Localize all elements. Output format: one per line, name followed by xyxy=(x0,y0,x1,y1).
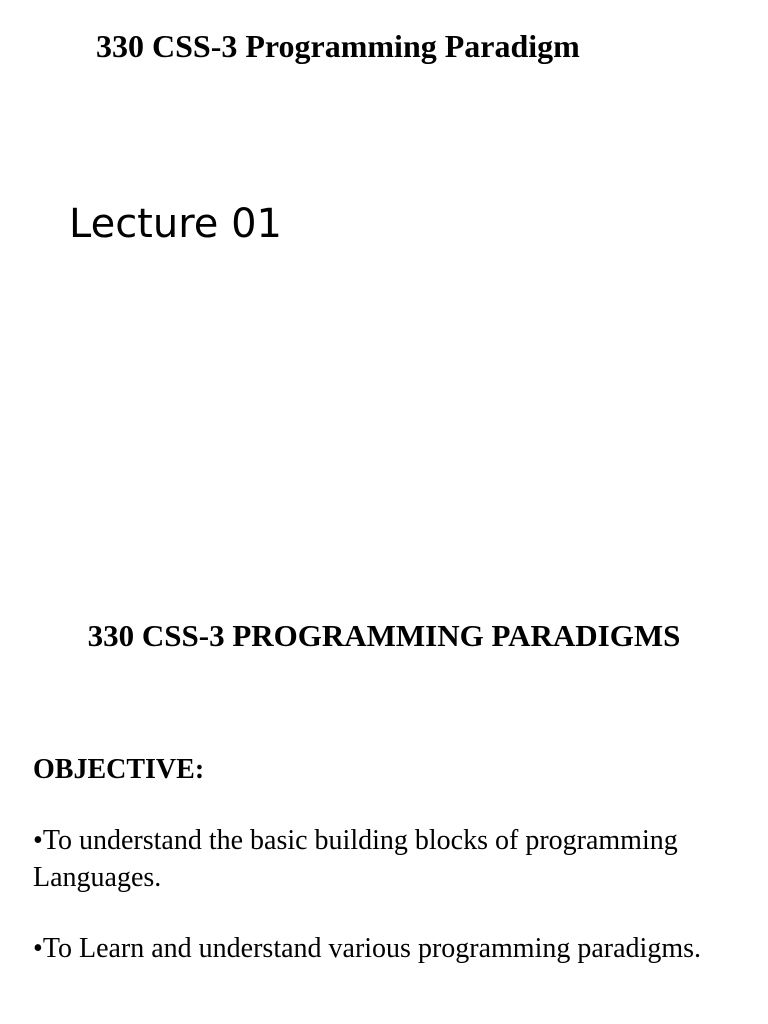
objective-list xyxy=(33,822,753,1001)
bullet-glyph: • xyxy=(33,825,43,856)
objective-heading: OBJECTIVE: xyxy=(33,754,205,785)
bullet-glyph: • xyxy=(33,933,43,964)
objective-text: To Learn and understand various programming paradigms. xyxy=(42,933,702,964)
objective-item xyxy=(33,930,753,967)
course-heading: 330 CSS-3 PROGRAMMING PARADIGMS xyxy=(87,618,681,653)
objective-text: To understand the basic building blocks of programming Languages. xyxy=(33,825,678,893)
lecture-label: Lecture 01 xyxy=(69,201,283,247)
objective-item xyxy=(33,822,753,896)
objective-slide xyxy=(0,560,768,1024)
course-title: 330 CSS-3 Programming Paradigm xyxy=(96,28,580,64)
